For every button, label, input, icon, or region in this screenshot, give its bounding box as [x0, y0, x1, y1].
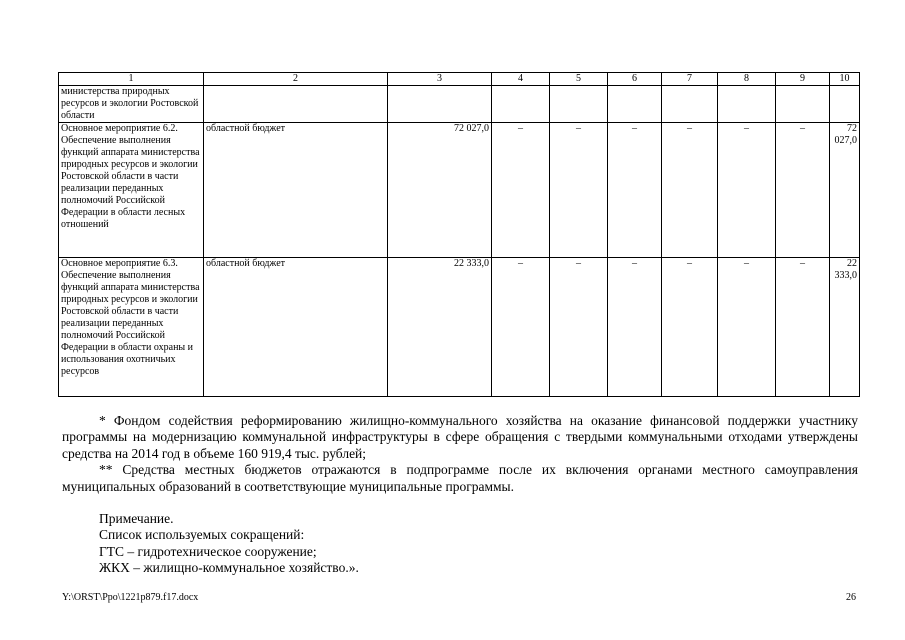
column-number: 10 — [830, 73, 860, 86]
budget-table — [58, 72, 860, 397]
year-amount: – — [718, 123, 776, 258]
footnote: ** Средства местных бюджетов отражаются в подпрограмме после их включения органами местного самоуправления муниципальных образований в соответствующие муниципальные программы. — [62, 462, 858, 494]
year-amount: – — [492, 258, 550, 397]
funding-source: областной бюджет — [204, 258, 388, 397]
page-number: 26 — [846, 592, 856, 603]
column-number: 2 — [204, 73, 388, 86]
activity-name: Основное мероприятие 6.3. Обеспечение выполнения функций аппарата министерства природных ресурсов и экологии Ростовской области в части реализации переданных полномочий Российской Федерации в области охраны и использования охотничьих ресурсов — [59, 258, 204, 397]
year-amount — [776, 86, 830, 123]
table-row — [59, 123, 860, 258]
year-amount: – — [662, 258, 718, 397]
year-amount: – — [718, 258, 776, 397]
last-amount: 22 333,0 — [830, 258, 860, 397]
funding-source — [204, 86, 388, 123]
abbreviation-item: ГТС – гидротехническое сооружение; — [99, 543, 317, 559]
column-number: 8 — [718, 73, 776, 86]
total-amount: 72 027,0 — [388, 123, 492, 258]
year-amount — [550, 86, 608, 123]
note-title: Примечание. — [99, 511, 174, 526]
year-amount: – — [776, 123, 830, 258]
year-amount: – — [492, 123, 550, 258]
column-number: 1 — [59, 73, 204, 86]
year-amount: – — [550, 258, 608, 397]
total-amount: 22 333,0 — [388, 258, 492, 397]
column-number: 9 — [776, 73, 830, 86]
footer-file-path: Y:\ORST\Ppo\1221p879.f17.docx — [62, 592, 199, 603]
column-number: 6 — [608, 73, 662, 86]
table-row — [59, 258, 860, 397]
year-amount — [662, 86, 718, 123]
abbreviations-block — [99, 511, 359, 577]
column-number: 4 — [492, 73, 550, 86]
column-number: 7 — [662, 73, 718, 86]
year-amount: – — [608, 123, 662, 258]
year-amount — [492, 86, 550, 123]
year-amount — [608, 86, 662, 123]
year-amount: – — [550, 123, 608, 258]
last-amount — [830, 86, 860, 123]
column-numbers-row — [59, 73, 860, 86]
abbreviations-list-title: Список используемых сокращений: — [99, 527, 305, 543]
funding-source: областной бюджет — [204, 123, 388, 258]
year-amount — [718, 86, 776, 123]
table-row — [59, 86, 860, 123]
activity-name: министерства природных ресурсов и экологии Ростовской области — [59, 86, 204, 123]
activity-name: Основное мероприятие 6.2. Обеспечение выполнения функций аппарата министерства природных ресурсов и экологии Ростовской области в части реализации переданных полномочий Российской Федерации в области лесных отношений — [59, 123, 204, 258]
footnotes — [62, 413, 858, 495]
year-amount: – — [776, 258, 830, 397]
column-number: 5 — [550, 73, 608, 86]
abbreviation-item: ЖКХ – жилищно-коммунальное хозяйство.». — [99, 560, 359, 576]
total-amount — [388, 86, 492, 123]
year-amount: – — [608, 258, 662, 397]
footnote: * Фондом содействия реформированию жилищно-коммунального хозяйства на оказание финансовой поддержки участнику программы на модернизацию коммунальной инфраструктуры в сфере обращения с твердыми коммунальными отходами утверждены средства на 2014 год в объеме 160 919,4 тыс. рублей; — [62, 413, 858, 461]
year-amount: – — [662, 123, 718, 258]
column-number: 3 — [388, 73, 492, 86]
last-amount: 72 027,0 — [830, 123, 860, 258]
